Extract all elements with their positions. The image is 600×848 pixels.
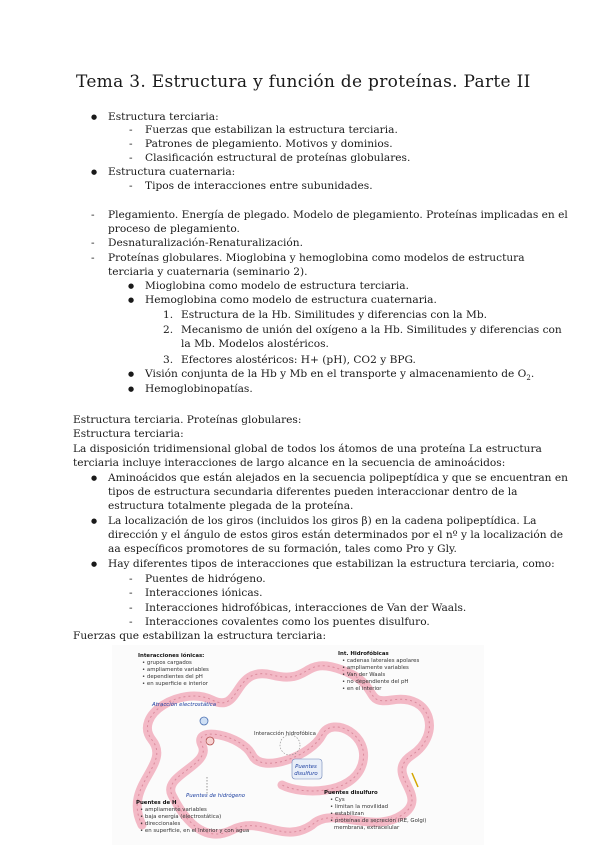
- bullet-icon: [91, 515, 97, 529]
- hydro-item: • en el interior: [342, 686, 382, 692]
- subscript: 2: [526, 374, 531, 383]
- outline-item: Tipos de interacciones entre subunidades.: [145, 180, 373, 192]
- electrostatic-label: Atracción electrostática: [152, 702, 217, 708]
- hydro-item: • ampliamente variables: [342, 665, 409, 671]
- outline-terciaria: Estructura terciaria:: [108, 111, 219, 123]
- paragraph-line: dirección y el ángulo de estos giros están determinados por el nº y la localización de: [108, 529, 564, 541]
- h-item: • baja energía (electrostática): [140, 814, 222, 820]
- ds-item-text: Cys: [334, 797, 345, 803]
- h-item: • en superficie, en el interior y con agua: [140, 828, 250, 834]
- ionic-item: • dependientes del pH: [142, 674, 203, 680]
- dash-icon: -: [129, 602, 133, 614]
- subtopic: Mioglobina como modelo de estructura terciaria.: [145, 280, 409, 292]
- hbond-label: Puentes de hidrógeno: [186, 793, 246, 799]
- h-item-text: en superficie, en el interior y con agua: [144, 828, 250, 834]
- bullet-icon: [128, 383, 134, 397]
- hydro-title: Int. Hidrofóbicas: [338, 651, 389, 657]
- h-item: • ampliamente variables: [140, 807, 207, 813]
- paragraph-line: tipos de estructura secundaria diferentes pueden interaccionar dentro de la: [108, 486, 518, 498]
- ds-item-text: proteínas de secreción (RE, Golgi): [334, 818, 427, 824]
- section-heading: Estructura terciaria. Proteínas globulares:: [73, 414, 302, 426]
- topic-line: Plegamiento. Energía de plegado. Modelo de plegamiento. Proteínas implicadas en el: [108, 209, 568, 221]
- bullet-icon: [128, 368, 134, 382]
- hydro-item: • Van der Waals: [342, 672, 386, 678]
- ionic-item: • grupos cargados: [142, 660, 192, 666]
- dash-icon: -: [91, 252, 95, 264]
- dash-icon: -: [129, 573, 133, 585]
- h-item-text: ampliamente variables: [144, 807, 207, 813]
- bullet-icon: [128, 294, 134, 308]
- ds-item: membrana, extracelular: [334, 825, 400, 831]
- charged-group-marker: [200, 717, 208, 725]
- h-item: • direccionales: [140, 821, 181, 827]
- bullet-icon: [91, 558, 97, 572]
- list-item: Puentes de hidrógeno.: [145, 573, 266, 585]
- dash-icon: -: [129, 180, 133, 192]
- h-item-text: direccionales: [144, 821, 181, 827]
- figure-caption: Fuerzas que estabilizan la estructura terciaria:: [73, 630, 327, 642]
- outline-item: Patrones de plegamiento. Motivos y dominios.: [145, 138, 393, 150]
- ionic-item-text: grupos cargados: [146, 660, 192, 666]
- ds-item-text: estabilizan: [334, 811, 364, 817]
- charged-group-marker: [206, 737, 214, 745]
- dash-icon: -: [129, 616, 133, 628]
- numbered-item: Efectores alostéricos: H+ (pH), CO2 y BPG.: [181, 354, 416, 366]
- paragraph-line: La disposición tridimensional global de todos los átomos de una proteína La estructura: [73, 443, 542, 455]
- ds-item: • estabilizan: [330, 811, 364, 817]
- dash-icon: -: [129, 124, 133, 136]
- ionic-item-text: en superficie e interior: [146, 681, 209, 687]
- disulfide-bond: [412, 773, 418, 787]
- dash-icon: -: [129, 587, 133, 599]
- numbered-item: Estructura de la Hb. Similitudes y diferencias con la Mb.: [181, 309, 487, 321]
- hydro-item-text: cadenas laterales apolares: [346, 658, 420, 664]
- subtopic: Hemoglobina como modelo de estructura cuaternaria.: [145, 294, 437, 306]
- numbered-item: Mecanismo de unión del oxígeno a la Hb. Similitudes y diferencias con: [181, 324, 562, 336]
- tertiary-structure-figure: [112, 645, 484, 845]
- ds-item: • Cys: [330, 797, 345, 803]
- dash-icon: -: [91, 209, 95, 221]
- list-number: 2.: [163, 324, 174, 336]
- dash-icon: -: [129, 138, 133, 150]
- bullet-icon: [128, 280, 134, 294]
- list-number: 1.: [163, 309, 174, 321]
- bullet-icon: [91, 166, 97, 180]
- ds-item-text: limitan la movilidad: [334, 804, 389, 810]
- hydro-item: • no dependiente del pH: [342, 679, 409, 685]
- hydro-item-text: no dependiente del pH: [346, 679, 409, 685]
- topic-line: terciaria y cuaternaria (seminario 2).: [108, 266, 308, 278]
- hydro-item-text: ampliamente variables: [346, 665, 409, 671]
- topic-line: proceso de plegamiento.: [108, 223, 240, 235]
- punctuation: .: [530, 368, 535, 380]
- bullet-icon: [91, 472, 97, 486]
- list-item: Interacciones covalentes como los puentes disulfuro.: [145, 616, 430, 628]
- list-item: Interacciones iónicas.: [145, 587, 263, 599]
- topic-line: Desnaturalización-Renaturalización.: [108, 237, 303, 249]
- dash-icon: -: [91, 237, 95, 249]
- section-heading: Estructura terciaria:: [73, 428, 184, 440]
- subtopic: Hemoglobinopatías.: [145, 383, 253, 395]
- hydro-item: • cadenas laterales apolares: [342, 658, 420, 664]
- h-item-text: baja energía (electrostática): [144, 814, 222, 820]
- paragraph-line: Aminoácidos que están alejados en la secuencia polipeptídica y que se encuentran en: [108, 472, 568, 484]
- numbered-item: la Mb. Modelos alostéricos.: [181, 338, 329, 350]
- list-number: 3.: [163, 354, 174, 366]
- hydrophobic-label: Interacción hidrofóbica: [254, 731, 316, 737]
- paragraph-line: estructura totalmente plegada de la proteína.: [108, 500, 354, 512]
- ionic-item: • ampliamente variables: [142, 667, 209, 673]
- ionic-item-text: ampliamente variables: [146, 667, 209, 673]
- paragraph-line: aa específicos promotores de su formación, tales como Pro y Gly.: [108, 543, 457, 555]
- ionic-item-text: dependientes del pH: [146, 674, 203, 680]
- bullet-icon: [91, 111, 97, 125]
- ionic-title: Interacciones iónicas:: [138, 653, 205, 659]
- paragraph-line: Hay diferentes tipos de interacciones que estabilizan la estructura terciaria, como:: [108, 558, 555, 570]
- page-title: Tema 3. Estructura y función de proteínas. Parte II: [76, 72, 531, 92]
- ionic-item: • en superficie e interior: [142, 681, 209, 687]
- outline-cuaternaria: Estructura cuaternaria:: [108, 166, 236, 178]
- outline-item: Fuerzas que estabilizan la estructura terciaria.: [145, 124, 398, 136]
- subtopic-text: Visión conjunta de la Hb y Mb en el transporte y almacenamiento de O: [145, 368, 527, 380]
- list-item: Interacciones hidrofóbicas, interacciones de Van der Waals.: [145, 602, 467, 614]
- ds-title: Puentes disulfuro: [324, 790, 378, 796]
- disulfide-bridge-label: Puentes disulfuro: [294, 764, 318, 777]
- ds-item: • proteínas de secreción (RE, Golgi): [330, 818, 427, 824]
- ds-item: • limitan la movilidad: [330, 804, 389, 810]
- topic-line: Proteínas globulares. Mioglobina y hemoglobina como modelos de estructura: [108, 252, 525, 264]
- hydro-item-text: Van der Waals: [346, 672, 386, 678]
- outline-item: Clasificación estructural de proteínas globulares.: [145, 152, 411, 164]
- paragraph-line: La localización de los giros (incluidos los giros β) en la cadena polipeptídica. La: [108, 515, 537, 527]
- paragraph-line: terciaria incluye interacciones de largo alcance en la secuencia de aminoácidos:: [73, 457, 506, 469]
- dash-icon: -: [129, 152, 133, 164]
- h-title: Puentes de H: [136, 800, 177, 806]
- hydro-item-text: en el interior: [346, 686, 382, 692]
